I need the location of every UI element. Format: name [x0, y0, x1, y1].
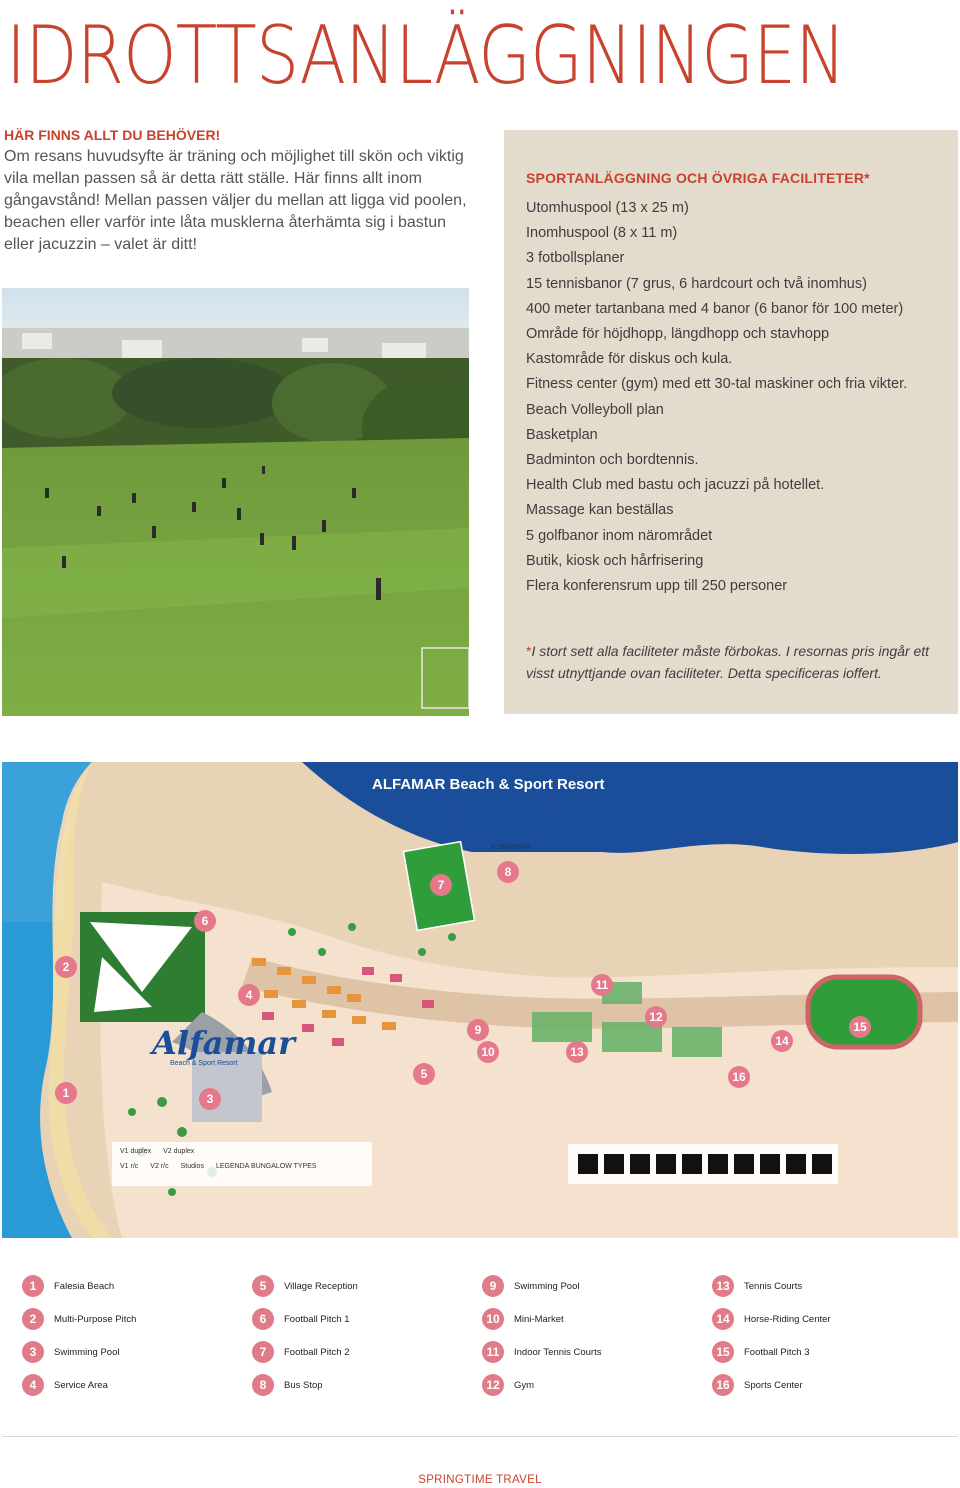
facility-item: Basketplan: [526, 426, 598, 443]
legend-label: Mini-Market: [514, 1313, 564, 1325]
facility-item: Fitness center (gym) med ett 30-tal maskiner och fria vikter.: [526, 376, 908, 393]
legend-item: [22, 1341, 119, 1363]
map-resort-title: ALFAMAR Beach & Sport Resort: [372, 776, 605, 793]
legend-item: [482, 1341, 602, 1363]
map-pin-10: 10: [477, 1041, 499, 1063]
legend-number: 9: [482, 1275, 504, 1297]
legend-label: Swimming Pool: [54, 1346, 120, 1358]
legend-label: Gym: [514, 1379, 535, 1391]
legend-label: Indoor Tennis Courts: [514, 1346, 602, 1358]
map-pin-14: 14: [771, 1030, 793, 1052]
legend-item: [22, 1308, 136, 1330]
map-pin-4: 4: [238, 984, 260, 1006]
facility-item: Massage kan beställas: [526, 502, 674, 519]
legend-number: 16: [712, 1374, 734, 1396]
legend-item: [482, 1308, 564, 1330]
bungalow-type: V1 duplex: [120, 1148, 152, 1155]
football-field-photo: [2, 288, 469, 716]
albufeira-label: ALBUFEIRA: [490, 844, 531, 851]
map-pin-3: 3: [199, 1088, 221, 1110]
legend-number: 12: [482, 1374, 504, 1396]
legend-item: [22, 1275, 114, 1297]
map-legend: [0, 1270, 960, 1400]
legend-item: [252, 1341, 349, 1363]
map-pin-11: 11: [591, 974, 613, 996]
facility-item: 5 golfbanor inom närområdet: [526, 527, 713, 544]
facility-item: Beach Volleyboll plan: [526, 401, 664, 418]
legend-item: [482, 1374, 534, 1396]
legend-number: 11: [482, 1341, 504, 1363]
bungalow-type: Studios: [180, 1163, 204, 1170]
legend-item: [712, 1374, 803, 1396]
facility-item: 3 fotbollsplaner: [526, 250, 625, 267]
facility-item: Badminton och bordtennis.: [526, 452, 699, 469]
page-title: IDROTTSANLÄGGNINGEN: [6, 9, 846, 102]
facility-item: Flera konferensrum upp till 250 personer: [526, 578, 788, 595]
intro-block: [4, 124, 474, 256]
legend-number: 13: [712, 1275, 734, 1297]
alfamar-logo: Alfamar: [152, 1024, 295, 1062]
legend-number: 2: [22, 1308, 44, 1330]
facility-item: Utomhuspool (13 x 25 m): [526, 200, 689, 216]
note-text: I stort sett alla faciliteter måste förbokas. I resornas pris ingår ett visst utnyttjande ovan faciliteter. Detta specificeras ioffert.: [526, 643, 930, 681]
map-pin-6: 6: [194, 910, 216, 932]
legend-item: [712, 1308, 831, 1330]
map-pin-5: 5: [413, 1063, 435, 1085]
bungalow-type: V1 r/c: [120, 1163, 139, 1170]
legend-label: Village Reception: [284, 1280, 358, 1292]
legend-label: Horse-Riding Center: [744, 1313, 831, 1325]
facilities-note: [526, 640, 946, 684]
legend-label: Sports Center: [744, 1379, 803, 1391]
map-pin-15: 15: [849, 1016, 871, 1038]
legend-number: 6: [252, 1308, 274, 1330]
legend-label: Tennis Courts: [744, 1280, 803, 1292]
bungalow-legend: [120, 1148, 370, 1170]
map-pin-16: 16: [728, 1066, 750, 1088]
legend-label: Bus Stop: [284, 1379, 323, 1391]
map-pin-8: 8: [497, 861, 519, 883]
legend-number: 4: [22, 1374, 44, 1396]
sport-pictograms: [578, 1154, 832, 1174]
legend-item: [252, 1374, 323, 1396]
footer-divider: [2, 1436, 958, 1437]
map-pin-12: 12: [645, 1006, 667, 1028]
legend-item: [712, 1275, 802, 1297]
legend-item: [22, 1374, 108, 1396]
legend-label: Multi-Purpose Pitch: [54, 1313, 137, 1325]
facility-item: 400 meter tartanbana med 4 banor (6 banor för 100 meter): [526, 300, 904, 317]
map-pin-1: 1: [55, 1082, 77, 1104]
legend-item: [252, 1308, 349, 1330]
intro-text: Om resans huvudsyfte är träning och möjlighet till skön och viktig vila mellan passen så är detta rätt ställe. Här finns allt inom gångavstånd! Mellan passen väljer du mellan att ligga vid poolen, beachen eller varför inte låta musklerna återhämta sig i bastun eller jacuzzin – valet är ditt!: [4, 148, 467, 253]
legend-item: [712, 1341, 809, 1363]
legend-number: 5: [252, 1275, 274, 1297]
footer-brand: SPRINGTIME TRAVEL: [418, 1474, 542, 1486]
facility-item: Kastområde för diskus och kula.: [526, 351, 733, 368]
alfamar-logo-sub: Beach & Sport Resort: [170, 1060, 238, 1067]
map-pin-7: 7: [430, 874, 452, 896]
legend-label: Swimming Pool: [514, 1280, 580, 1292]
bungalow-legend-title: LEGENDA BUNGALOW TYPES: [215, 1163, 317, 1170]
legend-label: Falesia Beach: [54, 1280, 115, 1292]
legend-item: [482, 1275, 579, 1297]
legend-number: 8: [252, 1374, 274, 1396]
legend-number: 10: [482, 1308, 504, 1330]
legend-item: [252, 1275, 358, 1297]
legend-label: Football Pitch 2: [284, 1346, 350, 1358]
facilities-panel: [504, 130, 958, 714]
facility-item: Butik, kiosk och hårfrisering: [526, 552, 704, 569]
map-pin-9: 9: [467, 1019, 489, 1041]
legend-number: 14: [712, 1308, 734, 1330]
legend-label: Football Pitch 3: [744, 1346, 810, 1358]
legend-label: Football Pitch 1: [284, 1313, 350, 1325]
resort-map: [2, 762, 958, 1238]
note-asterisk: *: [526, 643, 532, 659]
legend-number: 1: [22, 1275, 44, 1297]
facility-item: Health Club med bastu och jacuzzi på hotellet.: [526, 477, 825, 494]
bungalow-type: V2 duplex: [163, 1148, 195, 1155]
facilities-list: [526, 196, 956, 599]
intro-heading: HÄR FINNS ALLT DU BEHÖVER!: [4, 127, 221, 143]
facilities-heading: SPORTANLÄGGNING OCH ÖVRIGA FACILITETER*: [526, 170, 870, 186]
facility-item: 15 tennisbanor (7 grus, 6 hardcourt och två inomhus): [526, 275, 867, 292]
map-pin-13: 13: [566, 1041, 588, 1063]
facility-item: Område för höjdhopp, längdhopp och stavhopp: [526, 326, 830, 343]
facility-item: Inomhuspool (8 x 11 m): [526, 225, 678, 242]
legend-number: 7: [252, 1341, 274, 1363]
bungalow-type: V2 r/c: [150, 1163, 169, 1170]
legend-label: Service Area: [54, 1379, 108, 1391]
legend-number: 3: [22, 1341, 44, 1363]
legend-number: 15: [712, 1341, 734, 1363]
map-pin-2: 2: [55, 956, 77, 978]
